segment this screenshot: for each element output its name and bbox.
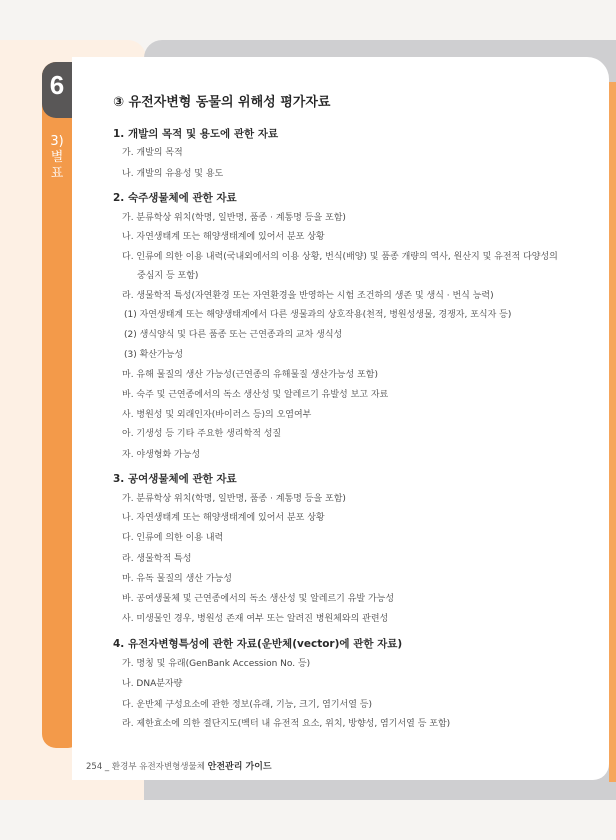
page-footer bbox=[86, 759, 272, 772]
list-item: 자. 야생형화 가능성 bbox=[122, 450, 201, 460]
list-item: 사. 미생물인 경우, 병원성 존재 여부 또는 알려진 병원체와의 관련성 bbox=[122, 614, 389, 624]
list-item: (1) 자연생태계 또는 해양생태계에서 다른 생물과의 상호작용(천적, 병원성생물, 경쟁자, 포식자 등) bbox=[124, 310, 512, 320]
section-label-part: 표 bbox=[50, 166, 64, 181]
section-heading: 4. 유전자변형특성에 관한 자료(운반체(vector)에 관한 자료) bbox=[113, 638, 403, 650]
list-item: 라. 생물학적 특성 bbox=[122, 554, 192, 564]
list-item: 나. 개발의 유용성 및 용도 bbox=[122, 169, 224, 179]
section-label-part: 별 bbox=[50, 150, 64, 165]
list-item: 다. 인류에 의한 이용 내력 bbox=[122, 533, 224, 543]
section-heading: 1. 개발의 목적 및 용도에 관한 자료 bbox=[113, 128, 279, 140]
footer-page-number: 254 bbox=[86, 762, 103, 772]
list-item: 사. 병원성 및 외래인자(바이러스 등)의 오염여부 bbox=[122, 410, 312, 420]
list-item: 바. 공여생물체 및 근연종에서의 독소 생산성 및 알레르기 유발 가능성 bbox=[122, 594, 395, 604]
list-item: 중심지 등 포함) bbox=[137, 271, 199, 281]
list-item: 가. 명칭 및 유래(GenBank Accession No. 등) bbox=[122, 659, 311, 669]
list-item: 다. 운반체 구성요소에 관한 정보(유래, 기능, 크기, 염기서열 등) bbox=[122, 700, 373, 710]
section-heading: 2. 숙주생물체에 관한 자료 bbox=[113, 192, 237, 204]
list-item: 아. 기생성 등 기타 주요한 생리학적 성질 bbox=[122, 429, 282, 439]
list-item: 라. 생물학적 특성(자연환경 또는 자연환경을 반영하는 시험 조건하의 생존 및 생식 · 번식 능력) bbox=[122, 291, 494, 301]
list-item: 나. 자연생태계 또는 해양생태계에 있어서 분포 상황 bbox=[122, 232, 325, 242]
list-item: 다. 인류에 의한 이용 내력(국내외에서의 이용 상황, 번식(배양) 및 품종 개량의 역사, 원산지 및 유전적 다양성의 bbox=[122, 252, 558, 262]
list-item: 나. DNA분자량 bbox=[122, 679, 183, 689]
footer-book: 유전자변형생물체 bbox=[139, 762, 208, 772]
list-item: 마. 유해 물질의 생산 가능성(근연종의 유해물질 생산가능성 포함) bbox=[122, 370, 378, 380]
list-item: (3) 확산가능성 bbox=[124, 350, 184, 360]
footer-separator: _ bbox=[102, 762, 112, 772]
list-item: 마. 유독 물질의 생산 가능성 bbox=[122, 574, 232, 584]
list-item: 가. 개발의 목적 bbox=[122, 148, 183, 158]
list-item: 바. 숙주 및 근연종에서의 독소 생산성 및 알레르기 유발성 보고 자료 bbox=[122, 390, 389, 400]
list-item: 가. 분류학상 위치(학명, 일반명, 품종 · 계통명 등을 포함) bbox=[122, 494, 346, 504]
list-item: 라. 제한효소에 의한 절단지도(벡터 내 유전적 요소, 위치, 방향성, 염기서열 등 포함) bbox=[122, 719, 451, 729]
footer-org: 환경부 bbox=[111, 762, 140, 772]
page-title: ③ 유전자변형 동물의 위해성 평가자료 bbox=[113, 95, 331, 110]
chapter-number: 6 bbox=[49, 70, 65, 100]
section-heading: 3. 공여생물체에 관한 자료 bbox=[113, 473, 237, 485]
list-item: 가. 분류학상 위치(학명, 일반명, 품종 · 계통명 등을 포함) bbox=[122, 213, 346, 223]
footer-book-bold: 안전관리 가이드 bbox=[207, 762, 272, 772]
section-label-part: 3) bbox=[50, 134, 64, 149]
list-item: (2) 생식양식 및 다른 품종 또는 근연종과의 교차 생식성 bbox=[124, 330, 343, 340]
list-item: 나. 자연생태계 또는 해양생태계에 있어서 분포 상황 bbox=[122, 513, 325, 523]
